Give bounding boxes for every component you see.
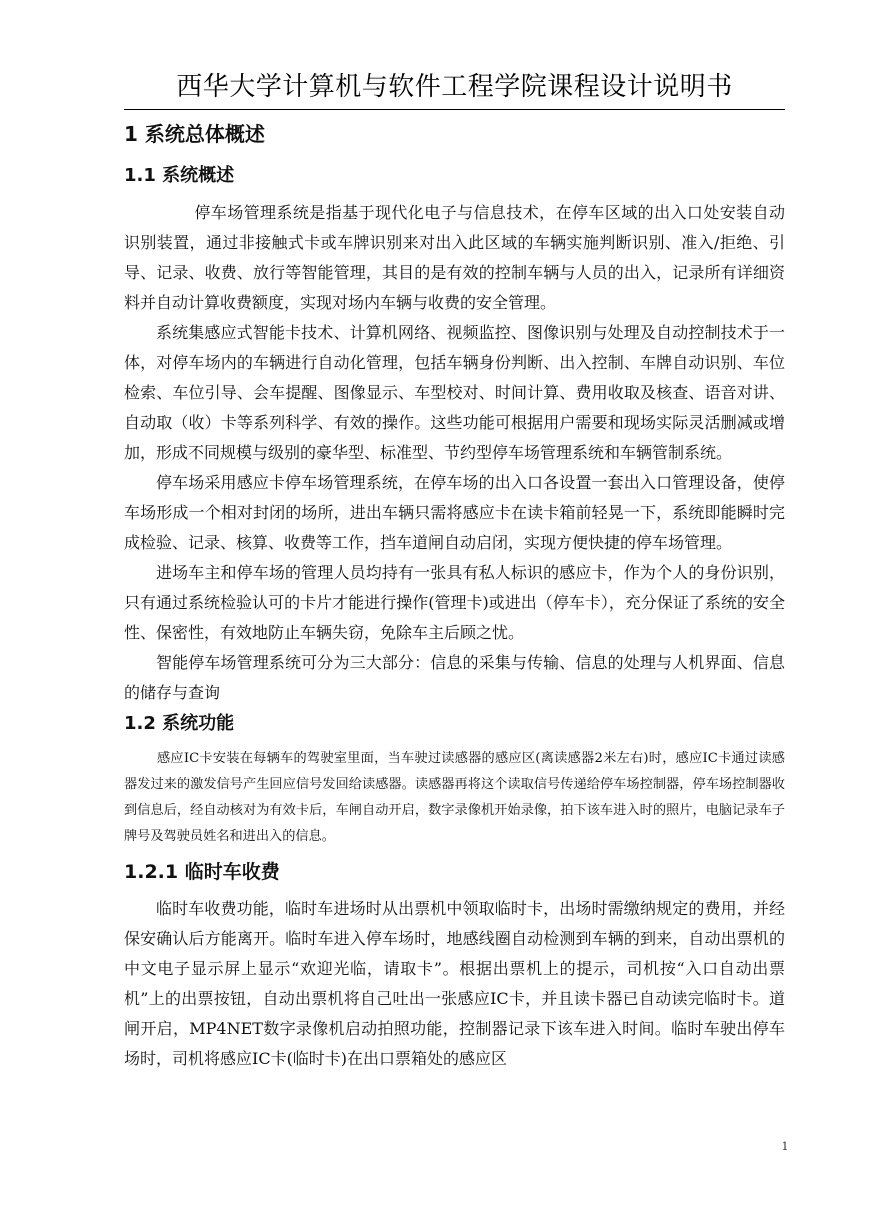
section-heading-1-1: 1.1 系统概述 xyxy=(124,165,235,186)
page-number: 1 xyxy=(781,1140,789,1153)
page-header-title: 西华大学计算机与软件工程学院课程设计说明书 xyxy=(176,72,733,102)
paragraph: 智能停车场管理系统可分为三大部分：信息的采集与传输、信息的处理与人机界面、信息的储存与查询 xyxy=(124,653,785,702)
paragraph: 停车场采用感应卡停车场管理系统，在停车场的出入口各设置一套出入口管理设备，使停车场形成一个相对封闭的场所，进出车辆只需将感应卡在读卡箱前轻晃一下，系统即能瞬时完成检验、记录、核算、收费等工作，挡车道闸自动启闭，实现方便快捷的停车场管理。 xyxy=(124,473,785,552)
paragraph: 停车场管理系统是指基于现代化电子与信息技术，在停车区域的出入口处安装自动识别装置，通过非接触式卡或车牌识别来对出入此区域的车辆实施判断识别、准入/拒绝、引导、记录、收费、放行等智能管理，其目的是有效的控制车辆与人员的出入，记录所有详细资料并自动计算收费额度，实现对场内车辆与收费的安全管理。 xyxy=(124,203,785,312)
header-divider xyxy=(124,109,785,110)
paragraph: 系统集感应式智能卡技术、计算机网络、视频监控、图像识别与处理及自动控制技术于一体，对停车场内的车辆进行自动化管理，包括车辆身份判断、出入控制、车牌自动识别、车位检索、车位引导、会车提醒、图像显示、车型校对、时间计算、费用收取及核查、语音对讲、自动取（收）卡等系列科学、有效的操作。这些功能可根据用户需要和现场实际灵活删减或增加，形成不同规模与级别的豪华型、标准型、节约型停车场管理系统和车辆管制系统。 xyxy=(124,323,785,462)
paragraph: 进场车主和停车场的管理人员均持有一张具有私人标识的感应卡，作为个人的身份识别，只有通过系统检验认可的卡片才能进行操作(管理卡)或进出（停车卡），充分保证了系统的安全性、保密性，有效地防止车辆失窃，免除车主后顾之忧。 xyxy=(124,563,785,642)
paragraph: 临时车收费功能，临时车进场时从出票机中领取临时卡，出场时需缴纳规定的费用，并经保安确认后方能离开。临时车进入停车场时，地感线圈自动检测到车辆的到来，自动出票机的中文电子显示屏上显示“欢迎光临，请取卡”。根据出票机上的提示，司机按“入口自动出票机”上的出票按钮，自动出票机将自己吐出一张感应IC卡，并且读卡器已自动读完临时卡。道闸开启，MP4NET数字录像机启动拍照功能，控制器记录下该车进入时间。临时车驶出停车场时，司机将感应IC卡(临时卡)在出口票箱处的感应区 xyxy=(124,899,785,1068)
document-body xyxy=(124,118,785,1074)
paragraph-small: 感应IC卡安装在每辆车的驾驶室里面，当车驶过读感器的感应区(离读感器2米左右)时，感应IC卡通过读感器发过来的激发信号产生回应信号发回给读感器。读感器再将这个读取信号传递给停车场控制器，停车场控制器收到信息后，经自动核对为有效卡后，车闸自动开启，数字录像机开始录像，拍下该车进入时的照片，电脑记录车子牌号及驾驶员姓名和进出入的信息。 xyxy=(124,751,785,844)
section-heading-1-2-1: 1.2.1 临时车收费 xyxy=(124,861,280,883)
section-heading-1: 1 系统总体概述 xyxy=(124,122,265,146)
section-heading-1-2: 1.2 系统功能 xyxy=(124,713,235,734)
